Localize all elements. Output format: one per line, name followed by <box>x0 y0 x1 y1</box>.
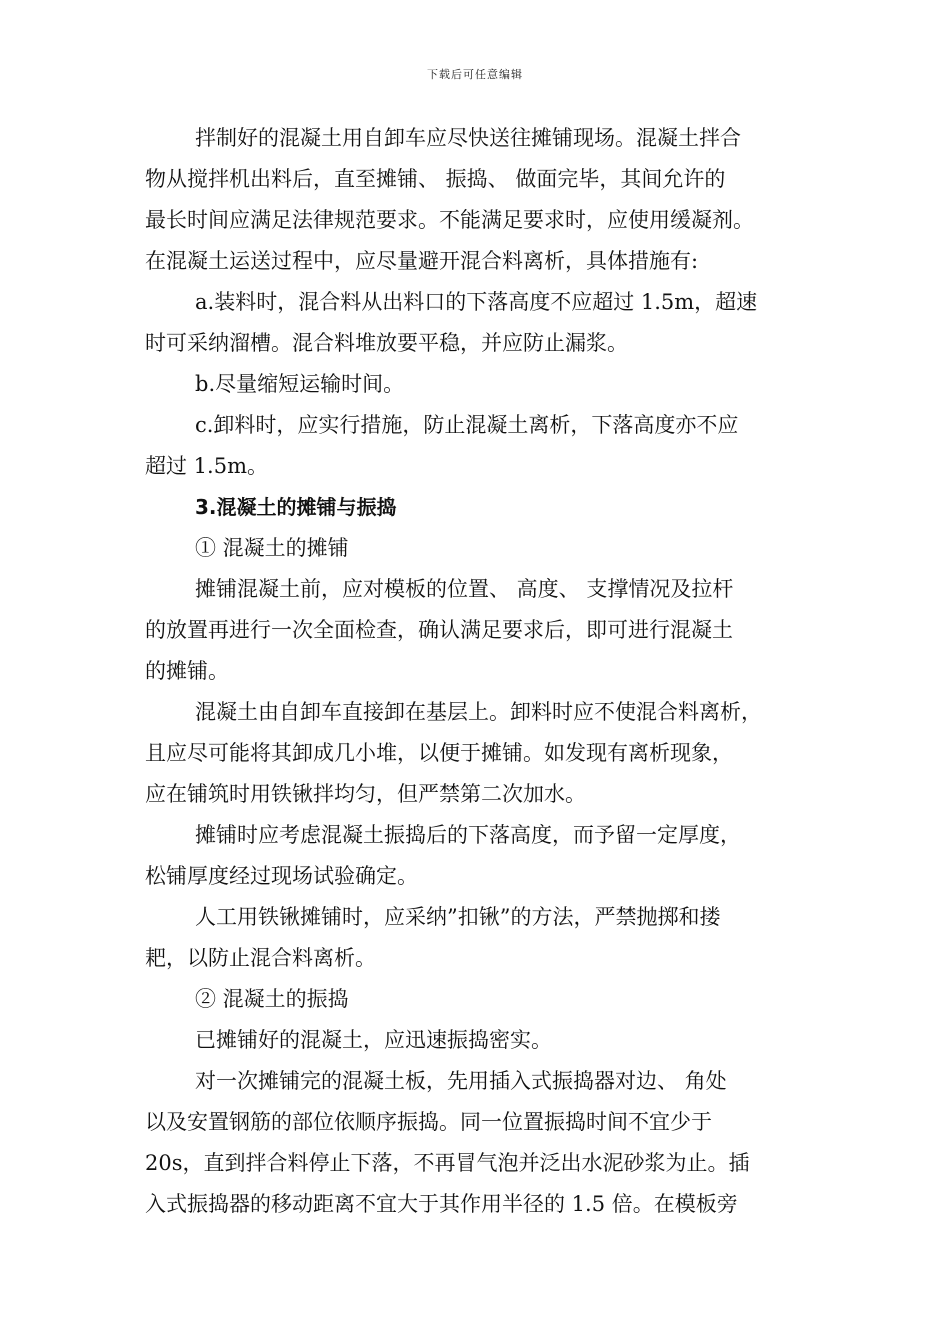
paragraph-line: 摊铺时应考虑混凝土振捣后的下落高度，而予留一定厚度， <box>195 823 741 847</box>
paragraph-line: 20s，直到拌合料停止下落，不再冒气泡并泛出水泥砂浆为止。插 <box>145 1151 750 1175</box>
document-body <box>145 118 815 1225</box>
paragraph-line: 耙，以防止混合料离析。 <box>145 946 376 970</box>
paragraph-line: 且应尽可能将其卸成几小堆，以便于摊铺。如发现有离析现象， <box>145 741 733 765</box>
paragraph-line: a.装料时，混合料从出料口的下落高度不应超过 1.5m，超速 <box>195 290 758 314</box>
subsection-heading: ② 混凝土的振捣 <box>195 987 349 1011</box>
page-header: 下载后可任意编辑 <box>427 68 523 81</box>
paragraph-line: 的摊铺。 <box>145 659 229 683</box>
paragraph-line: 混凝土由自卸车直接卸在基层上。卸料时应不使混合料离析， <box>195 700 762 724</box>
paragraph-line: 超过 1.5m。 <box>145 454 268 478</box>
subsection-heading: ① 混凝土的摊铺 <box>195 536 349 560</box>
paragraph-line: c.卸料时，应实行措施，防止混凝土离析，下落高度亦不应 <box>195 413 739 437</box>
paragraph-line: 已摊铺好的混凝土，应迅速振捣密实。 <box>195 1028 552 1052</box>
paragraph-line: 松铺厚度经过现场试验确定。 <box>145 864 418 888</box>
paragraph-line: 拌制好的混凝土用自卸车应尽快送往摊铺现场。混凝土拌合 <box>195 126 741 150</box>
paragraph-line: 的放置再进行一次全面检查，确认满足要求后，即可进行混凝土 <box>145 618 733 642</box>
paragraph-line: 摊铺混凝土前，应对模板的位置、 高度、 支撑情况及拉杆 <box>195 577 734 601</box>
section-heading: 3.混凝土的摊铺与振捣 <box>195 495 397 519</box>
paragraph-line: 物从搅拌机出料后，直至摊铺、 振捣、 做面完毕，其间允许的 <box>145 167 726 191</box>
paragraph-line: b.尽量缩短运输时间。 <box>195 372 405 396</box>
paragraph-line: 人工用铁锹摊铺时，应采纳”扣锹”的方法，严禁抛掷和搂 <box>195 905 721 929</box>
paragraph-line: 应在铺筑时用铁锹拌均匀，但严禁第二次加水。 <box>145 782 586 806</box>
paragraph-line: 时可采纳溜槽。混合料堆放要平稳，并应防止漏浆。 <box>145 331 628 355</box>
paragraph-line: 在混凝土运送过程中，应尽量避开混合料离析，具体措施有: <box>145 249 699 273</box>
paragraph-line: 对一次摊铺完的混凝土板，先用插入式振捣器对边、 角处 <box>195 1069 727 1093</box>
paragraph-line: 最长时间应满足法律规范要求。不能满足要求时，应使用缓凝剂。 <box>145 208 754 232</box>
paragraph-line: 以及安置钢筋的部位依顺序振捣。同一位置振捣时间不宜少于 <box>145 1110 712 1134</box>
paragraph-line: 入式振捣器的移动距离不宜大于其作用半径的 1.5 倍。在模板旁 <box>145 1192 738 1216</box>
